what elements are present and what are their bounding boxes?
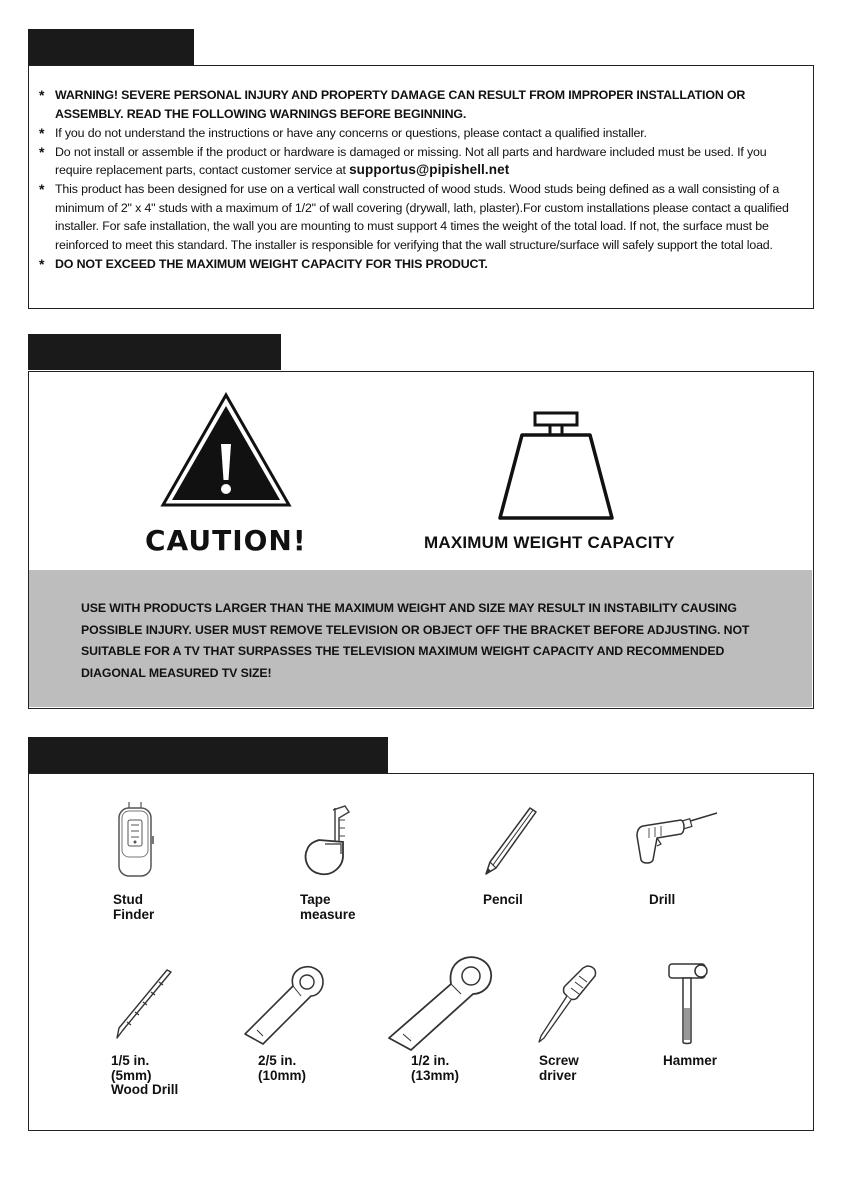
warning-triangle-icon xyxy=(160,392,292,508)
tool-label-stud-finder xyxy=(113,893,154,922)
tool-stud-finder xyxy=(113,800,157,885)
caution-heading: CAUTION! xyxy=(145,524,307,557)
hammer-icon xyxy=(665,960,709,1046)
bullet-star: * xyxy=(39,124,45,141)
label-line: 1/2 in. xyxy=(411,1053,450,1068)
bullet-star: * xyxy=(39,255,45,272)
tool-label-drill xyxy=(649,893,675,908)
wrench-10mm-icon xyxy=(243,962,329,1048)
tape-measure-icon xyxy=(299,804,359,878)
wrench-13mm-icon xyxy=(387,954,497,1054)
tools-box xyxy=(28,773,814,1131)
tool-screwdriver xyxy=(535,964,599,1049)
label-line: measure xyxy=(300,906,356,922)
screwdriver-icon xyxy=(535,964,599,1044)
tool-label-hammer xyxy=(663,1054,717,1069)
warning-text: If you do not understand the instructions or have any concerns or questions, please contact a qualified installer. xyxy=(55,125,647,140)
bullet-star: * xyxy=(39,87,45,103)
tool-drill xyxy=(635,810,719,873)
tool-wrench-13mm xyxy=(387,954,497,1059)
warning-text: This product has been designed for use on a vertical wall constructed of wood studs. Wood studs being defined as a wall consisting of a minimum of 2" x 4" studs with a maximum of 1/2" of wall covering (drywall, lath, plaster).For custom installations please contact a qualified installer. For safe installation, the wall you are mounting to must support 4 times the weight of the total load. If not, the surface must be reinforced to meet this standard. The installer is responsible for verifying that the wall structure/surface will safely support the total load. xyxy=(55,182,789,252)
label-line: driver xyxy=(539,1067,577,1083)
label-line: (5mm) xyxy=(111,1067,152,1083)
warning-text: WARNING! SEVERE PERSONAL INJURY AND PROPERTY DAMAGE CAN RESULT FROM IMPROPER INSTALLATION OR ASSEMBLY. READ THE FOLLOWING WARNINGS BEFORE BEGINNING. xyxy=(55,88,746,121)
tool-tape-measure xyxy=(299,804,359,883)
stud-finder-icon xyxy=(113,800,157,880)
warnings-header-tab xyxy=(28,29,194,65)
label-line: Tape xyxy=(300,892,331,907)
label-line: Hammer xyxy=(663,1053,718,1068)
warning-item xyxy=(39,124,807,143)
support-email-link[interactable]: supportus@pipishell.net xyxy=(349,162,510,177)
label-line: 1/5 in. xyxy=(111,1053,150,1068)
tool-label-wood-drill xyxy=(111,1054,178,1098)
tool-wood-drill xyxy=(111,968,173,1045)
label-line: Stud xyxy=(113,892,143,907)
tool-label-wrench-10mm xyxy=(258,1054,306,1083)
weight-icon xyxy=(496,410,616,522)
caution-box xyxy=(28,371,814,709)
tool-label-screwdriver xyxy=(539,1054,579,1083)
warnings-list xyxy=(39,86,807,274)
wood-drill-bit-icon xyxy=(111,968,173,1040)
bullet-star: * xyxy=(39,143,45,160)
warning-item xyxy=(39,143,807,180)
max-weight-heading: MAXIMUM WEIGHT CAPACITY xyxy=(424,533,675,552)
tool-pencil xyxy=(484,806,538,881)
label-line: Screw xyxy=(539,1053,579,1068)
warning-text: Do not install or assemble if the product or hardware is damaged or missing. Not all parts and hardware included must be used. If you require replacement parts, contact customer service at xyxy=(55,144,767,177)
label-line: Finder xyxy=(113,906,155,922)
tool-label-wrench-13mm xyxy=(411,1054,459,1083)
label-line: 2/5 in. xyxy=(258,1053,297,1068)
warnings-box xyxy=(28,65,814,309)
bullet-star: * xyxy=(39,181,45,197)
tool-wrench-10mm xyxy=(243,962,329,1053)
tool-label-pencil xyxy=(483,893,523,908)
caution-notice-band xyxy=(29,570,812,707)
caution-header-tab xyxy=(28,334,281,370)
tool-label-tape-measure xyxy=(300,893,356,922)
label-line: Wood Drill xyxy=(111,1082,179,1097)
warning-item xyxy=(39,86,807,123)
label-line: Drill xyxy=(649,892,676,907)
caution-notice-text: USE WITH PRODUCTS LARGER THAN THE MAXIMUM WEIGHT AND SIZE MAY RESULT IN INSTABILITY CAUSING POSSIBLE INJURY. USER MUST REMOVE TELEVISION OR OBJECT OFF THE BRACKET BEFORE ADJUSTING. NOT SUITABLE FOR A TV THAT SURPASSES THE TELEVISION MAXIMUM WEIGHT CAPACITY AND RECOMMENDED DIAGONAL MEASURED TV SIZE! xyxy=(81,601,750,680)
label-line: (13mm) xyxy=(411,1067,460,1083)
tools-header-tab xyxy=(28,737,388,773)
label-line: (10mm) xyxy=(258,1067,307,1083)
label-line: Pencil xyxy=(483,892,523,907)
drill-icon xyxy=(635,810,719,868)
tool-hammer xyxy=(665,960,709,1051)
warning-item xyxy=(39,255,807,274)
warning-text: DO NOT EXCEED THE MAXIMUM WEIGHT CAPACITY FOR THIS PRODUCT. xyxy=(55,256,488,271)
pencil-icon xyxy=(484,806,538,876)
warning-item xyxy=(39,180,807,254)
